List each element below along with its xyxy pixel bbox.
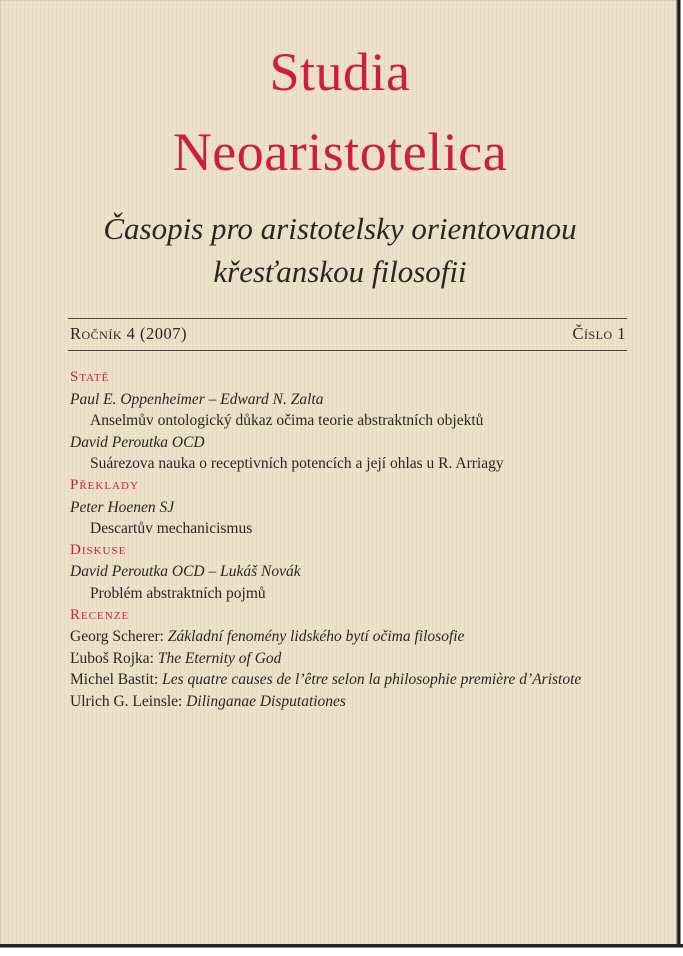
review-book-title: Dilinganae Disputationes bbox=[186, 692, 346, 710]
volume-label: Ročník 4 (2007) bbox=[70, 324, 187, 343]
issue-number: Číslo 1 bbox=[572, 324, 626, 343]
section-heading-preklady: Překlady bbox=[70, 476, 139, 493]
review-author: Michel Bastit: bbox=[70, 671, 159, 689]
toc-article-title: Anselmův ontologický důkaz očima teorie abstraktních objektů bbox=[90, 412, 484, 430]
toc-article-title: Problém abstraktních pojmů bbox=[90, 584, 266, 602]
toc-author: David Peroutka OCD – Lukáš Novák bbox=[70, 563, 301, 581]
toc-author: Peter Hoenen SJ bbox=[70, 498, 175, 516]
journal-title-line1: Studia bbox=[269, 42, 411, 102]
issue-info bbox=[70, 324, 626, 344]
section-heading-diskuse: Diskuse bbox=[70, 541, 127, 558]
review-author: Ľuboš Rojka: bbox=[70, 649, 154, 667]
toc-author: David Peroutka OCD bbox=[70, 433, 205, 451]
journal-title-line2: Neoaristotelica bbox=[172, 122, 508, 182]
review-entry bbox=[70, 648, 670, 670]
toc-author: Paul E. Oppenheimer – Edward N. Zalta bbox=[70, 390, 324, 408]
review-book-title: Základní fenomény lidského bytí očima filosofie bbox=[167, 628, 465, 646]
table-of-contents bbox=[70, 367, 670, 713]
review-book-title: Les quatre causes de l’être selon la philosophie première d’Aristote bbox=[162, 671, 582, 689]
bottom-rule bbox=[68, 350, 627, 351]
toc-article-title: Descartův mechanicismus bbox=[90, 520, 253, 538]
journal-subtitle-line1: Časopis pro aristotelsky orientovanou bbox=[103, 211, 577, 246]
review-author: Ulrich G. Leinsle: bbox=[70, 692, 183, 710]
toc-article-title: Suárezova nauka o receptivních potencích a její ohlas u R. Arriagy bbox=[90, 455, 504, 473]
scan-edge-right bbox=[676, 0, 683, 956]
review-book-title: The Eternity of God bbox=[157, 649, 282, 667]
section-heading-stati: Statě bbox=[70, 369, 110, 385]
review-entry bbox=[70, 626, 670, 648]
review-entry bbox=[70, 669, 670, 691]
scan-edge-bottom bbox=[0, 944, 683, 956]
section-heading-recenze: Recenze bbox=[70, 606, 130, 623]
review-entry bbox=[70, 691, 670, 713]
review-author: Georg Scherer: bbox=[70, 628, 164, 646]
journal-subtitle-line2: křesťanskou filosofii bbox=[213, 254, 467, 289]
top-rule bbox=[68, 318, 627, 319]
